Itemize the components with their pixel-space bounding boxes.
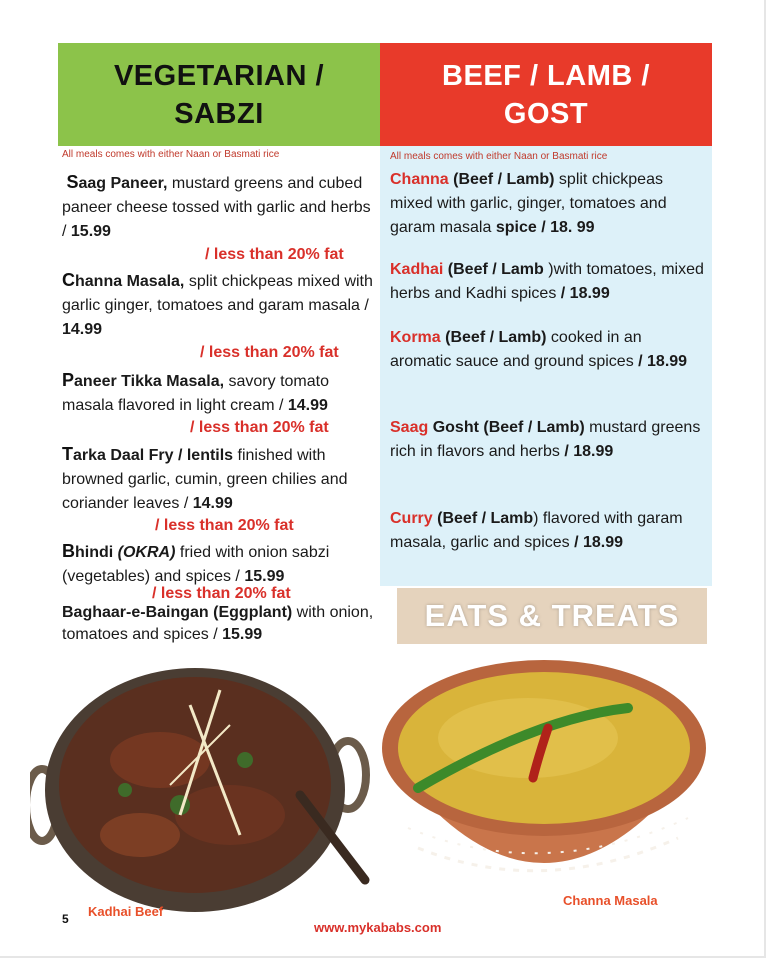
fat-note: / less than 20% fat — [155, 517, 294, 534]
menu-item-saag-gosht: Saag Gosht (Beef / Lamb) mustard greens rich in flavors and herbs / 18.99 — [390, 419, 701, 460]
menu-item-curry-beef: Curry (Beef / Lamb) flavored with garam masala, garlic and spices / 18.99 — [390, 510, 683, 551]
website-link[interactable]: www.mykababs.com — [314, 920, 442, 935]
meal-note-beef: All meals comes with either Naan or Basmati rice — [390, 151, 608, 162]
veg-header-line-2: SABZI — [174, 97, 264, 130]
fat-note: / less than 20% fat — [200, 344, 339, 361]
fat-note: / less than 20% fat — [205, 246, 344, 263]
page-number: 5 — [62, 912, 69, 926]
menu-item-baghaar-e-baingan: Baghaar-e-Baingan (Eggplant) with onion, tomatoes and spices / 15.99 — [62, 604, 374, 643]
beef-header-line-1: BEEF / LAMB / — [442, 59, 650, 92]
channa-masala-caption: Channa Masala — [563, 893, 658, 908]
kadhai-beef-photo — [30, 665, 375, 925]
meal-note-veg: All meals comes with either Naan or Basmati rice — [62, 149, 280, 160]
fat-note: / less than 20% fat — [190, 419, 329, 436]
eats-and-treats-text: EATS & TREATS — [424, 598, 680, 633]
beef-lamb-header — [380, 43, 712, 146]
kadhai-curry — [59, 677, 331, 893]
menu-item-bhindi: Bhindi (OKRA) fried with onion sabzi (vegetables) and spices / 15.99 — [62, 541, 330, 585]
channa-masala-photo — [378, 648, 710, 916]
menu-item-kadhai-beef: Kadhai (Beef / Lamb )with tomatoes, mixed herbs and Kadhi spices / 18.99 — [390, 261, 704, 302]
menu-item-channa-masala: Channa Masala, split chickpeas mixed with garlic ginger, tomatoes and garam masala / 14.99 — [62, 270, 373, 338]
vegetarian-header — [58, 43, 380, 146]
fat-note: / less than 20% fat — [152, 585, 291, 602]
menu-item-paneer-tikka-masala: Paneer Tikka Masala, savory tomato masala flavored in light cream / 14.99 — [62, 370, 329, 414]
eats-and-treats-banner — [397, 588, 707, 644]
veg-header-line-1: VEGETARIAN / — [113, 59, 325, 92]
menu-item-channa-beef: Channa (Beef / Lamb) split chickpeas mixed with garlic, ginger, tomatoes and garam masala spice / 18. 99 — [390, 171, 667, 236]
beef-header-line-2: GOST — [503, 97, 589, 130]
kadhai-beef-caption: Kadhai Beef — [88, 904, 164, 919]
menu-item-tarka-daal-fry: Tarka Daal Fry / lentils finished with browned garlic, cumin, green chilies and coriander leaves / 14.99 — [62, 444, 348, 512]
menu-item-korma-beef: Korma (Beef / Lamb) cooked in an aromatic sauce and ground spices / 18.99 — [390, 329, 688, 370]
menu-item-saag-paneer: Saag Paneer, mustard greens and cubed paneer cheese tossed with garlic and herbs / 15.99 — [62, 172, 371, 240]
